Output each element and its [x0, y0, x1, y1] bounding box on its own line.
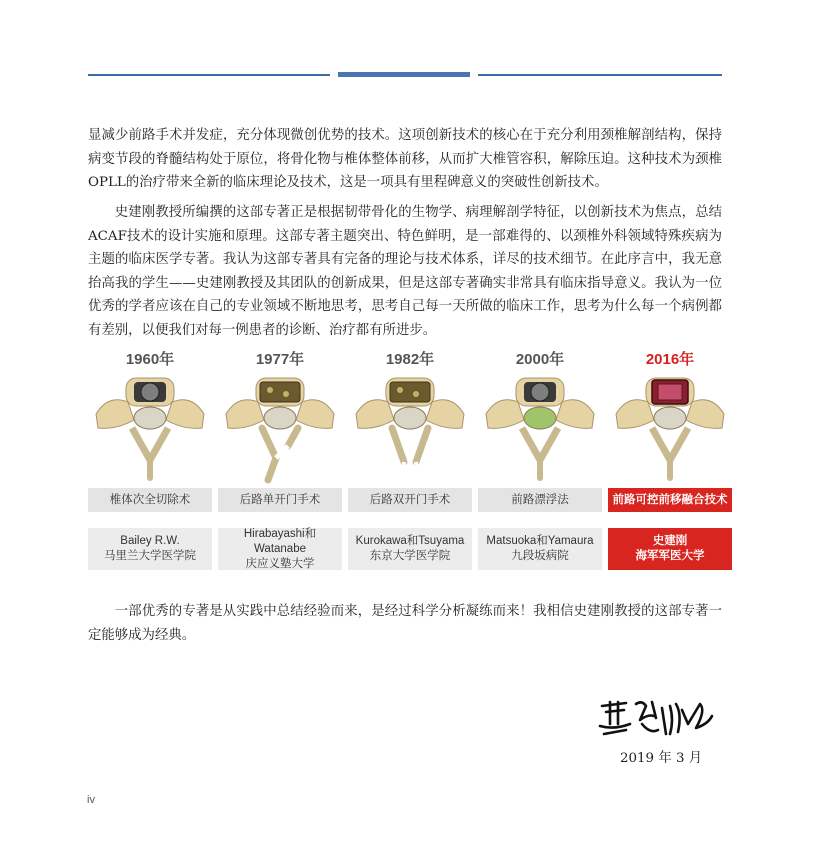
author-institution: 九段坂病院 — [511, 550, 569, 562]
author-box — [608, 528, 732, 570]
ossification-lesion — [390, 382, 430, 402]
right-lateral-mass — [556, 400, 594, 429]
lamina-spacer — [402, 462, 418, 480]
lamina — [652, 428, 688, 460]
timeline-year: 1960年 — [125, 351, 175, 368]
spinal-canal — [134, 407, 166, 429]
timeline-year: 1977年 — [255, 351, 305, 368]
vertebra-illustration — [348, 372, 472, 484]
author-box — [88, 528, 212, 570]
author-name: 史建刚 — [652, 535, 688, 547]
lesion-spot — [397, 387, 403, 393]
ossification-lesion — [260, 382, 300, 402]
left-lateral-mass — [616, 400, 654, 429]
lesion-spot — [413, 391, 419, 397]
author-box — [478, 528, 602, 570]
vertebra-illustration — [218, 372, 342, 484]
vertebra-illustration — [88, 372, 212, 484]
split-lamina — [392, 428, 428, 462]
timeline-year: 1982年 — [385, 351, 435, 368]
lamina-spacer — [276, 446, 288, 458]
technique-label: 椎体次全切除术 — [88, 488, 212, 512]
left-lateral-mass — [96, 400, 134, 429]
spinal-canal — [264, 407, 296, 429]
right-lateral-mass — [296, 400, 334, 429]
author-institution: 东京大学医学院 — [369, 550, 451, 562]
left-lateral-mass — [486, 400, 524, 429]
page-number: iv — [87, 794, 95, 806]
vertebra-illustration — [608, 372, 732, 484]
author-box — [218, 528, 342, 570]
timeline-year: 2016年 — [645, 351, 695, 368]
cage-window — [658, 384, 682, 400]
surgery-timeline-figure — [84, 348, 732, 578]
implant-screw — [531, 383, 549, 401]
author-name: Hirabayashi和Watanabe — [243, 527, 317, 555]
lamina — [132, 428, 168, 460]
right-lateral-mass — [166, 400, 204, 429]
technique-label: 后路单开门手术 — [218, 488, 342, 512]
technique-label: 后路双开门手术 — [348, 488, 472, 512]
author-institution: 海军军医大学 — [635, 550, 705, 562]
paragraph-3: 一部优秀的专著是从实践中总结经验而来，是经过科学分析凝练而来！我相信史建刚教授的这部专著一定能够成为经典。 — [88, 604, 722, 643]
lesion-spot — [267, 387, 273, 393]
paragraph-1: 显减少前路手术并发症，充分体现微创优势的技术。这项创新技术的核心在于充分利用颈椎解剖结构，保持病变节段的脊髓结构处于原位，将骨化物与椎体整体前移，从而扩大椎管容积，解除压迫。这种技术为颈椎OPLL的治疗带来全新的临床理论及技术，这是一项具有里程碑意义的突破性创新技术。 — [88, 128, 722, 190]
paragraph-2: 史建刚教授所编撰的这部专著正是根据韧带骨化的生物学、病理解剖学特征，以创新技术为焦点，总结ACAF技术的设计实施和原理。这部专著主题突出、特色鲜明，是一部难得的、以颈椎外科领域特殊疾病为主题的临床医学专著。我认为这部专著具有完备的理论与技术体系，详尽的技术细节。在此序言中，我无意抬高我的学生——史建刚教授及其团队的创新成果，但是这部专著确实非常具有临床指导意义。我认为一位优秀的学者应该在自己的专业领域不断地思考，思考自己每一天所做的临床工作，思考为什么每一个病例都有差别，以便我们对每一例患者的诊断、治疗都有所进步。 — [88, 205, 722, 338]
spinal-canal — [394, 407, 426, 429]
vertebra-illustration — [478, 372, 602, 484]
technique-label: 前路漂浮法 — [478, 488, 602, 512]
right-lateral-mass — [426, 400, 464, 429]
handwritten-signature — [596, 694, 716, 742]
author-name: Kurokawa和Tsuyama — [355, 535, 465, 547]
author-name: Matsuoka和Yamaura — [486, 535, 594, 547]
date: 2019 年 3 月 — [620, 751, 703, 766]
implant-screw — [141, 383, 159, 401]
technique-label: 前路可控前移融合技术 — [608, 488, 732, 512]
lamina — [522, 428, 558, 460]
spinal-canal — [524, 407, 556, 429]
lesion-spot — [283, 391, 289, 397]
author-institution: 庆应义塾大学 — [245, 557, 315, 570]
author-name: Bailey R.W. — [120, 535, 180, 547]
author-box — [348, 528, 472, 570]
header-rule-center — [338, 72, 470, 77]
left-lateral-mass — [226, 400, 264, 429]
header-rule-right — [478, 74, 722, 76]
header-rule-left — [88, 74, 330, 76]
timeline-year: 2000年 — [515, 351, 565, 368]
left-lateral-mass — [356, 400, 394, 429]
author-institution: 马里兰大学医学院 — [104, 550, 196, 562]
right-lateral-mass — [686, 400, 724, 429]
spinal-canal — [654, 407, 686, 429]
